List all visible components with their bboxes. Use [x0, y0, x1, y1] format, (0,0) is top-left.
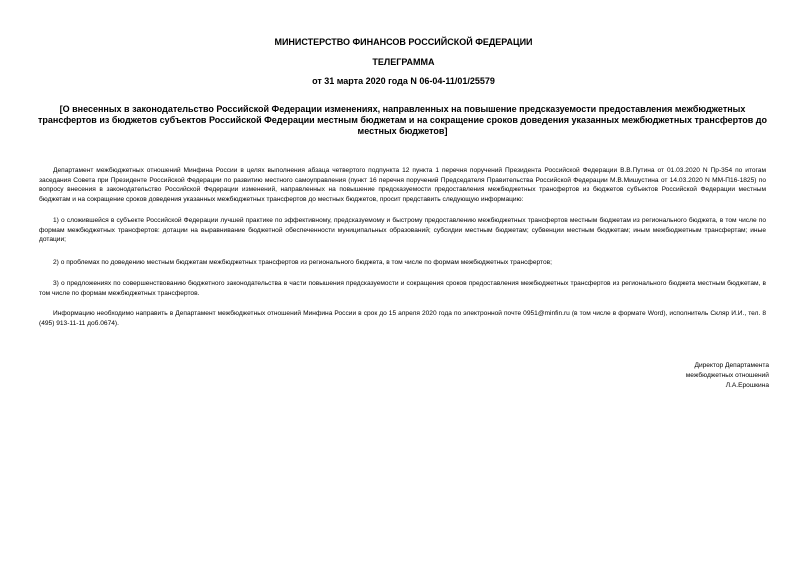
- intro-text: Департамент межбюджетных отношений Минфина России в целях выполнения абзаца четвертого подпункта 12 пункта 1 перечня поручений Президента Российской Федерации В.В.Путина от 01.03.2020 N Пр-354 по итогам заседания Совета при Президенте Российской Федерации по развитию местного самоуправления (пункт 16 перечня поручений Председателя Правительства Российской Федерации М.В.Мишустина от 14.03.2020 N ММ-П16-1825) по вопросу внесения в законодательство Российской Федерации изменений, направленных на повышение предсказуемости предоставления межбюджетных трансфертов из бюджетов субъектов Российской Федерации местным бюджетам и на сокращение сроков доведения указанных межбюджетных трансфертов до местных бюджетов, просит представить следующую информацию:: [39, 167, 766, 203]
- item-1-text: 1) о сложившейся в субъекте Российской Федерации лучшей практике по эффективному, предсказуемому и быстрому предоставлению межбюджетных трансфертов местным бюджетам из регионального бюджета, в том числе по формам межбюджетных трансфертов: дотации на выравнивание бюджетной обеспеченности муниципальных образований; субсидии местным бюджетам; субвенции местным бюджетам; иным межбюджетным трансфертам; иные дотации;: [39, 217, 766, 243]
- ministry-heading: МИНИСТЕРСТВО ФИНАНСОВ РОССИЙСКОЙ ФЕДЕРАЦИИ: [274, 37, 533, 47]
- closing-text: Информацию необходимо направить в Департамент межбюджетных отношений Минфина России в срок до 15 апреля 2020 года по электронной почте 0951@minfin.ru (в том числе в формате Word), исполнитель Скляр И.И., тел. 8 (495) 913-11-11 доб.0674).: [39, 310, 766, 327]
- document-subject: [О внесенных в законодательство Российской Федерации изменениях, направленных на повышение предсказуемости предоставления межбюджетных трансфертов из бюджетов субъектов Российской Федерации местным бюджетам и на сокращение сроков доведения указанных межбюджетных трансфертов до местных бюджетов]: [38, 104, 767, 136]
- signature-block: [686, 361, 769, 391]
- document-type: ТЕЛЕГРАММА: [372, 57, 435, 67]
- signatory-title-line2: межбюджетных отношений: [685, 372, 769, 379]
- item-3-paragraph: [39, 279, 766, 298]
- signatory-title-line1: Директор Департамента: [694, 362, 769, 369]
- closing-paragraph: [39, 309, 766, 328]
- item-2-paragraph: [39, 258, 766, 268]
- item-2-text: 2) о проблемах по доведению местным бюджетам межбюджетных трансфертов из регионального бюджета, в том числе по формам межбюджетных трансфертов;: [53, 259, 552, 266]
- intro-paragraph: [39, 166, 766, 204]
- item-3-text: 3) о предложениях по совершенствованию бюджетного законодательства в части повышения предсказуемости и сокращения сроков предоставления межбюджетных трансфертов из регионального бюджета местным бюджетам, в том числе по формам межбюджетных трансфертов.: [39, 280, 766, 297]
- signatory-name: Л.А.Ерошкина: [725, 382, 769, 389]
- item-1-paragraph: [39, 216, 766, 245]
- document-date-number: от 31 марта 2020 года N 06-04-11/01/25579: [312, 76, 495, 86]
